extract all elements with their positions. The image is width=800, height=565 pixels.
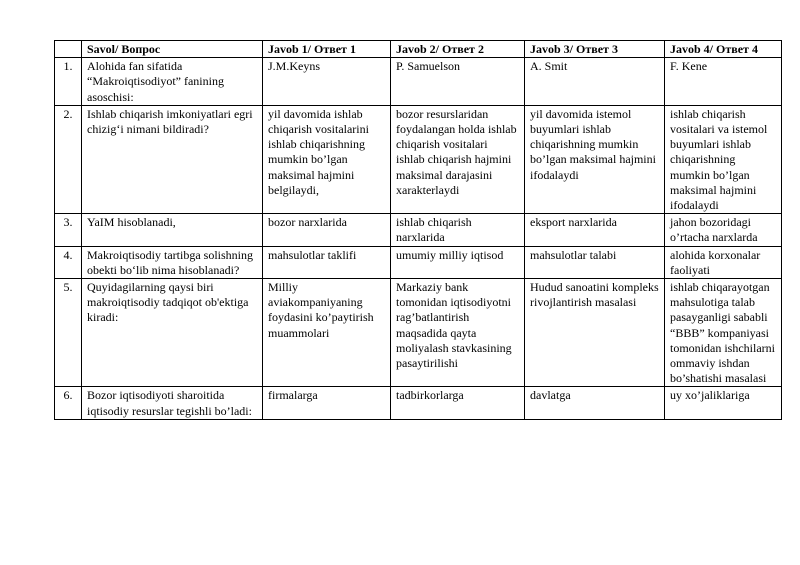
header-answer-4: Javob 4/ Ответ 4: [665, 41, 782, 58]
question-cell: Quyidagilarning qaysi biri makroiqtisodiy tadqiqot ob'ektiga kiradi:: [82, 279, 263, 387]
table-row: [55, 214, 782, 246]
answer-1-cell: mahsulotlar taklifi: [263, 246, 391, 278]
answer-3-cell: davlatga: [525, 387, 665, 419]
answer-3-cell: eksport narxlarida: [525, 214, 665, 246]
question-cell: Ishlab chiqarish imkoniyatlari egri chizig‘i nimani bildiradi?: [82, 105, 263, 213]
answer-2-cell: ishlab chiqarish narxlarida: [391, 214, 525, 246]
row-number: 2.: [55, 105, 82, 213]
answer-1-cell: Milliy aviakompaniyaning foydasini ko’paytirish muammolari: [263, 279, 391, 387]
answer-2-cell: P. Samuelson: [391, 58, 525, 106]
answer-1-cell: yil davomida ishlab chiqarish vositalarini ishlab chiqarishning mumkin bo’lgan maksimal hajmini belgilaydi,: [263, 105, 391, 213]
table-row: [55, 387, 782, 419]
answer-2-cell: tadbirkorlarga: [391, 387, 525, 419]
header-row: [55, 41, 782, 58]
question-cell: Alohida fan sifatida “Makroiqtisodiyot” fanining asoschisi:: [82, 58, 263, 106]
answer-2-cell: bozor resurslaridan foydalangan holda ishlab chiqarish vositalari ishlab chiqarish hajmini maksimal darajasini xarakterlaydi: [391, 105, 525, 213]
table-row: [55, 105, 782, 213]
answer-4-cell: ishlab chiqarish vositalari va istemol buyumlari ishlab chiqarishning mumkin bo’lgan maksimal hajmini ifodalaydi: [665, 105, 782, 213]
answer-3-cell: Hudud sanoatini kompleks rivojlantirish masalasi: [525, 279, 665, 387]
answer-4-cell: jahon bozoridagi o’rtacha narxlarda: [665, 214, 782, 246]
answer-1-cell: firmalarga: [263, 387, 391, 419]
answer-4-cell: alohida korxonalar faoliyati: [665, 246, 782, 278]
answer-3-cell: mahsulotlar talabi: [525, 246, 665, 278]
question-cell: YaIM hisoblanadi,: [82, 214, 263, 246]
answer-2-cell: umumiy milliy iqtisod: [391, 246, 525, 278]
header-answer-2: Javob 2/ Ответ 2: [391, 41, 525, 58]
table-row: [55, 279, 782, 387]
answer-4-cell: F. Kene: [665, 58, 782, 106]
header-answer-1: Javob 1/ Ответ 1: [263, 41, 391, 58]
answer-1-cell: bozor narxlarida: [263, 214, 391, 246]
answer-2-cell: Markaziy bank tomonidan iqtisodiyotni rag’batlantirish maqsadida qayta moliyalash stavkasining pasaytirilishi: [391, 279, 525, 387]
table-row: [55, 58, 782, 106]
question-cell: Bozor iqtisodiyoti sharoitida iqtisodiy resurslar tegishli bo’ladi:: [82, 387, 263, 419]
header-question: Savol/ Вопрос: [82, 41, 263, 58]
quiz-table: [54, 40, 782, 420]
row-number: 5.: [55, 279, 82, 387]
answer-3-cell: A. Smit: [525, 58, 665, 106]
row-number: 6.: [55, 387, 82, 419]
question-cell: Makroiqtisodiy tartibga solishning obekti bo‘lib nima hisoblanadi?: [82, 246, 263, 278]
table-row: [55, 246, 782, 278]
row-number: 4.: [55, 246, 82, 278]
answer-4-cell: uy xo’jaliklariga: [665, 387, 782, 419]
header-answer-3: Javob 3/ Ответ 3: [525, 41, 665, 58]
row-number: 3.: [55, 214, 82, 246]
answer-4-cell: ishlab chiqarayotgan mahsulotiga talab pasayganligi sababli “BBB” kompaniyasi tomonidan ishchilarni ommaviy ishdan bo’shatishi masalasi: [665, 279, 782, 387]
row-number: 1.: [55, 58, 82, 106]
header-number: [55, 41, 82, 58]
answer-3-cell: yil davomida istemol buyumlari ishlab chiqarishning mumkin bo’lgan maksimal hajmini ifodalaydi: [525, 105, 665, 213]
answer-1-cell: J.M.Keyns: [263, 58, 391, 106]
